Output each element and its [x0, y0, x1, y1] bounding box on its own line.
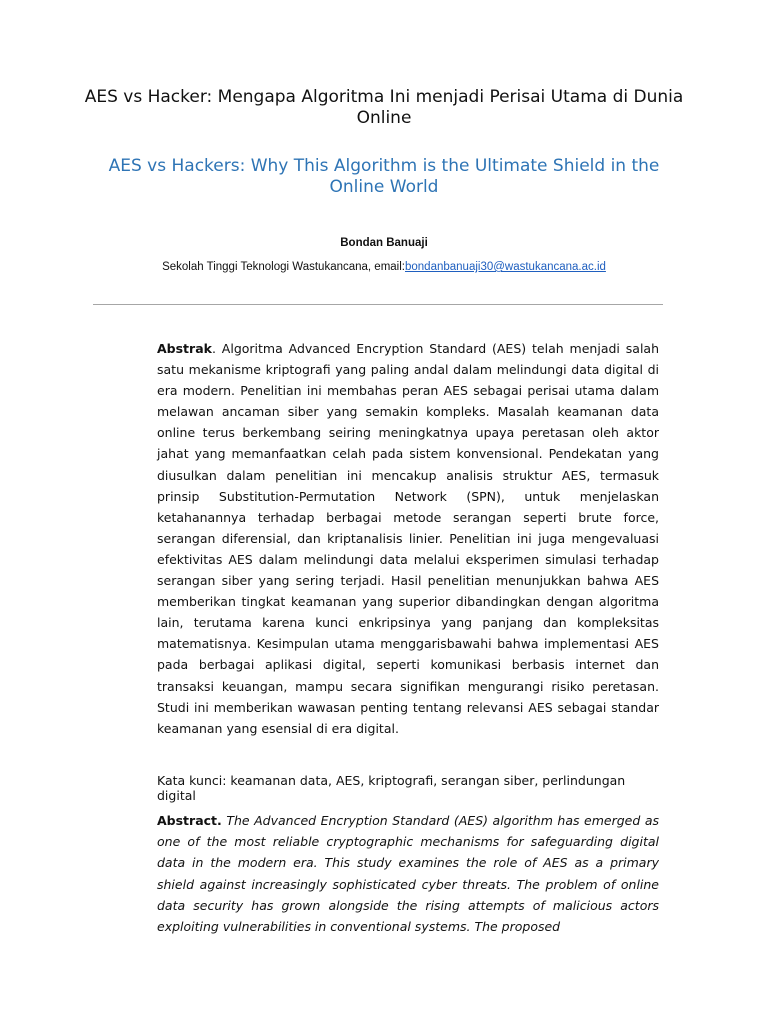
email-link[interactable]: bondanbanuaji30@wastukancana.ac.id — [404, 261, 606, 273]
title-indonesian: AES vs Hacker: Mengapa Algoritma Ini menjadi Perisai Utama di Dunia Online — [84, 87, 684, 128]
affiliation-text: Sekolah Tinggi Teknologi Wastukancana, email: — [162, 261, 405, 273]
keywords-indonesian: Kata kunci: keamanan data, AES, kriptografi, serangan siber, perlindungan digital — [157, 773, 626, 803]
header-divider — [93, 304, 663, 305]
abstract-en-body: The Advanced Encryption Standard (AES) algorithm has emerged as one of the most reliable cryptographic mechanisms for safeguarding digital data in the modern era. This study examines the role of AES as a primary shield against increasingly sophisticated cyber threats. The problem of online data security has grown alongside the rising attempts of malicious actors exploiting vulnerabilities in conventional systems. The proposed — [157, 813, 659, 935]
author-name: Bondan Banuaji — [340, 237, 428, 249]
abstract-english — [157, 810, 659, 938]
abstract-body: . Algoritma Advanced Encryption Standard (AES) telah menjadi salah satu mekanisme kriptografi yang paling andal dalam melindungi data digital di era modern. Penelitian ini membahas peran AES sebagai perisai utama dalam melawan ancaman siber yang semakin kompleks. Masalah keamanan data online terus berkembang seiring meningkatnya upaya peretasan oleh aktor jahat yang memanfaatkan celah pada sistem konvensional. Pendekatan yang diusulkan dalam penelitian ini mencakup analisis struktur AES, termasuk prinsip Substitution-Permutation Network (SPN), untuk menjelaskan ketahanannya terhadap berbagai metode serangan seperti brute force, serangan diferensial, dan kriptanalisis linier. Penelitian ini juga mengevaluasi efektivitas AES dalam melindungi data melalui eksperimen simulasi terhadap serangan siber yang sering terjadi. Hasil penelitian menunjukkan bahwa AES memberikan tingkat keamanan yang superior dibandingkan dengan algoritma lain, terutama karena kunci enkripsinya yang panjang dan kompleksitas matematisnya. Kesimpulan utama menggarisbawahi bahwa implementasi AES pada berbagai aplikasi digital, seperti komunikasi berbasis internet dan transaksi keuangan, mampu secara signifikan mengurangi risiko peretasan. Studi ini memberikan wawasan penting tentang relevansi AES sebagai standar keamanan yang esensial di era digital. — [157, 341, 659, 736]
abstract-label: Abstrak — [157, 341, 212, 356]
affiliation-line — [0, 260, 768, 274]
title-english: AES vs Hackers: Why This Algorithm is the Ultimate Shield in the Online World — [108, 156, 660, 197]
abstract-indonesian — [157, 338, 659, 739]
abstract-en-label: Abstract. — [157, 813, 222, 828]
